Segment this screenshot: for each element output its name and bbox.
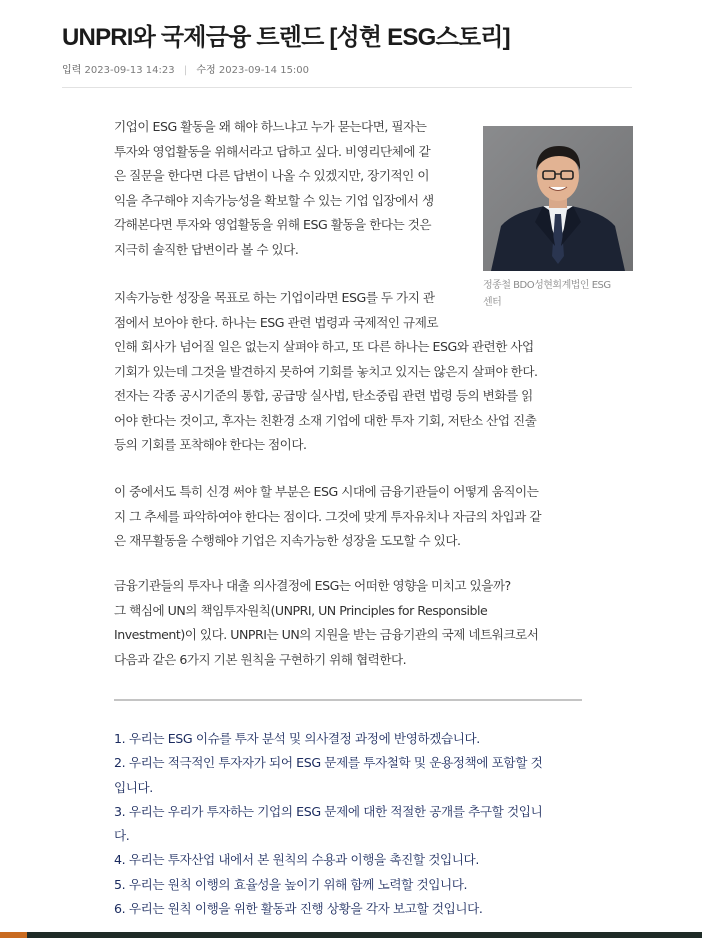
photo-caption-line: 정종철 BDO성현회계법인 ESG	[483, 280, 611, 291]
article-meta	[62, 61, 309, 76]
paragraph-line: 전자는 각종 공시기준의 통합, 공급망 실사법, 탄소중립 관련 법령 등의 변화를 읽	[114, 388, 533, 403]
paragraph-line: 지 그 추세를 파악하여야 한다는 점이다. 그것에 맞게 투자유치나 자금의 차입과 같	[114, 508, 542, 524]
paragraph-line: 점에서 보아야 한다. 하나는 ESG 관련 법령과 국제적인 규제로	[114, 314, 439, 330]
section-divider	[114, 699, 582, 701]
principle-item: 3. 우리는 우리가 투자하는 기업의 ESG 문제에 대한 적절한 공개를 추구할 것입니	[114, 803, 543, 819]
modified-label: 수정	[196, 65, 216, 76]
paragraph-line: 다음과 같은 6가지 기본 원칙을 구현하기 위해 협력한다.	[114, 651, 407, 667]
principle-item: 4. 우리는 투자산업 내에서 본 원칙의 수용과 이행을 촉진할 것입니다.	[114, 852, 479, 868]
meta-separator: |	[183, 65, 188, 76]
principle-item: 입니다.	[114, 779, 153, 795]
article-paragraph-3	[114, 480, 541, 554]
article-paragraph-1	[114, 115, 434, 262]
author-photo	[483, 126, 633, 271]
paragraph-line: 지속가능한 성장을 목표로 하는 기업이라면 ESG를 두 가지 관	[114, 290, 435, 305]
paragraph-line: 투자와 영업활동을 위해서라고 답하고 싶다. 비영리단체에 같	[114, 143, 431, 159]
paragraph-line: 은 질문을 한다면 다른 답변이 나올 수 있겠지만, 장기적인 이	[114, 168, 430, 183]
paragraph-line: 금융기관들의 투자나 대출 의사결정에 ESG는 어떠한 영향을 미치고 있을까?	[114, 578, 511, 593]
paragraph-line: 인해 회사가 넘어질 일은 없는지 살펴야 하고, 또 다른 하나는 ESG와 관련한 사업	[114, 339, 534, 354]
paragraph-line: 은 재무활동을 수행해야 기업은 지속가능한 성장을 도모할 수 있다.	[114, 533, 461, 548]
created-date: 2023-09-13 14:23	[84, 65, 175, 76]
modified-date: 2023-09-14 15:00	[218, 65, 310, 76]
paragraph-line: 그 핵심에 UN의 책임투자원칙(UNPRI, UN Principles for Responsible	[114, 602, 488, 618]
principle-item: 6. 우리는 원칙 이행을 위한 활동과 진행 상황을 각자 보고할 것입니다.	[114, 901, 483, 917]
photo-caption-line: 센터	[483, 297, 502, 308]
paragraph-line: 기회가 있는데 그것을 발견하지 못하여 기회를 놓치고 있지는 않은지 살펴야 한다.	[114, 363, 538, 379]
footer-accent	[0, 932, 27, 938]
principle-item: 2. 우리는 적극적인 투자자가 되어 ESG 문제를 투자철학 및 운용정책에 포함할 것	[114, 755, 543, 771]
article-paragraph-2	[114, 286, 538, 458]
paragraph-line: 익을 추구해야 지속가능성을 확보할 수 있는 기업 입장에서 생	[114, 192, 434, 208]
paragraph-line: Investment)이 있다. UNPRI는 UN의 지원을 받는 금융기관의 국제 네트워크로서	[114, 627, 539, 642]
paragraph-line: 각해본다면 투자와 영업활동을 위해 ESG 활동을 한다는 것은	[114, 217, 432, 232]
paragraph-line: 이 중에서도 특히 신경 써야 할 부분은 ESG 시대에 금융기관들이 어떻게 움직이는	[114, 484, 539, 499]
article-title: UNPRI와 국제금융 트렌드 [성현 ESG스토리]	[62, 24, 510, 51]
paragraph-line: 지극히 솔직한 답변이라 볼 수 있다.	[114, 241, 299, 257]
paragraph-line: 기업이 ESG 활동을 왜 해야 하느냐고 누가 묻는다면, 필자는	[114, 119, 427, 134]
unpri-principles-list	[114, 727, 542, 921]
principle-item: 다.	[114, 828, 130, 844]
header-divider	[62, 87, 632, 88]
article-paragraph-4	[114, 574, 538, 672]
created-label: 입력	[62, 65, 82, 76]
author-portrait-illustration	[483, 126, 633, 271]
principle-item: 5. 우리는 원칙 이행의 효율성을 높이기 위해 함께 노력할 것입니다.	[114, 876, 468, 892]
footer-bar	[0, 932, 702, 938]
paragraph-line: 등의 기회를 포착해야 한다는 점이다.	[114, 437, 307, 452]
paragraph-line: 어야 한다는 것이고, 후자는 친환경 소재 기업에 대한 투자 기회, 저탄소 산업 진출	[114, 412, 537, 428]
principle-item: 1. 우리는 ESG 이슈를 투자 분석 및 의사결정 과정에 반영하겠습니다.	[114, 731, 480, 746]
